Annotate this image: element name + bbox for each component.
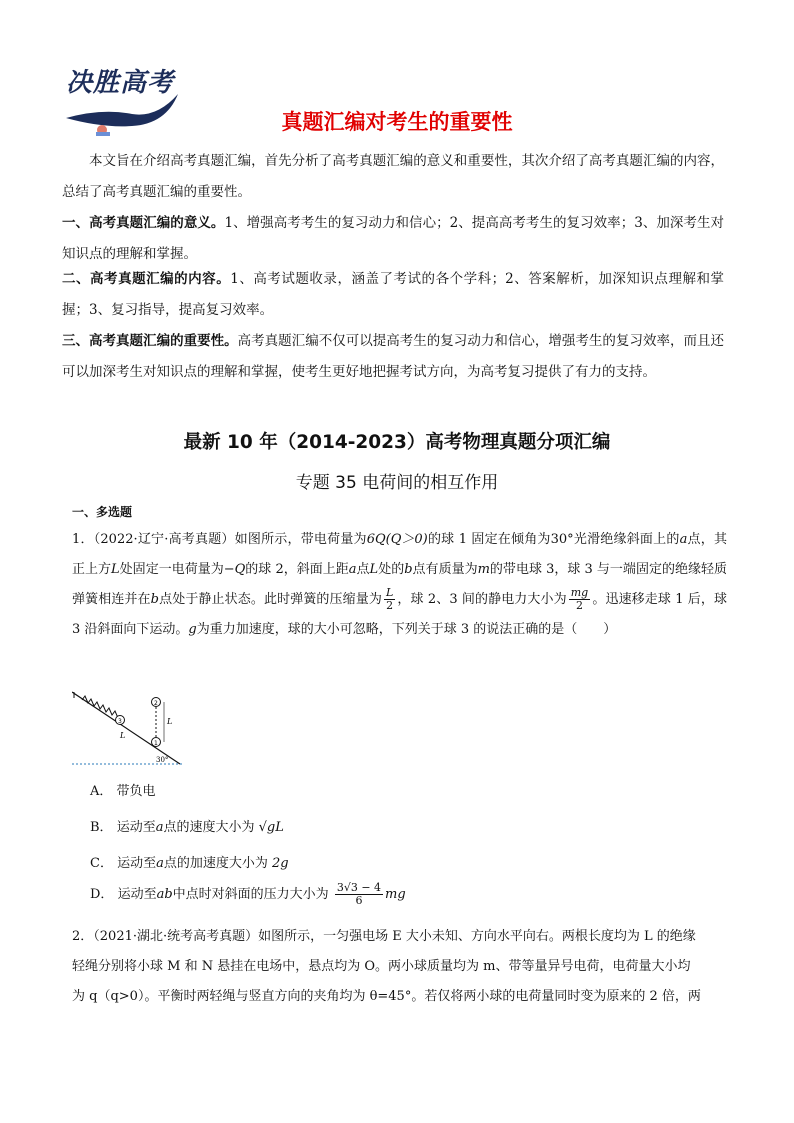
option-letter: D． — [90, 887, 114, 902]
fraction-denominator: 6 — [355, 894, 363, 907]
fraction — [335, 882, 383, 907]
q1-text: 点，其正上方 — [72, 532, 727, 577]
q1-text: 的球 2，斜面上距 — [245, 562, 349, 577]
ball-3-label: 3 — [118, 718, 122, 725]
point-3-text: 高考真题汇编不仅可以提高考生的复习动力和信心，增强考生的复习效率，而且还可以加深考生对知识点的理解和掌握，使考生更好地把握考试方向，为高考复习提供了有力的支持。 — [62, 333, 725, 380]
q1-text: 处固定一电荷量为 — [119, 562, 224, 577]
q1-var: L — [111, 562, 120, 577]
option-d[interactable] — [90, 882, 406, 907]
incline-figure — [72, 690, 192, 772]
document-title: 最新 10 年（2014-2023）高考物理真题分项汇编 — [183, 432, 611, 453]
option-math: √gL — [258, 820, 284, 835]
q1-text: 点处于静止状态。此时弹簧的压缩量为 — [159, 592, 382, 607]
q1-var: L — [369, 562, 379, 577]
fraction — [384, 587, 395, 612]
q1-text: 。迅速移走球 1 后，球 3 沿斜面向下运动。 — [72, 592, 727, 637]
q1-var: b — [404, 562, 413, 577]
document-subtitle: 专题 35 电荷间的相互作用 — [295, 473, 499, 493]
option-text: 点的加速度大小为 — [163, 856, 268, 871]
fraction-numerator: L — [385, 586, 394, 599]
fraction-denominator: 2 — [386, 599, 394, 612]
q2-line: 为 q（q>0）。平衡时两轻绳与竖直方向的夹角均为 θ=45°。若仅将两小球的电荷量同时变为原来的 2 倍，两 — [72, 989, 701, 1004]
fraction — [569, 587, 590, 612]
point-2-label: 二、高考真题汇编的内容。 — [62, 271, 231, 287]
fraction-numerator: 3√3 − 4 — [336, 881, 382, 894]
option-a[interactable] — [90, 780, 156, 799]
ball-2-label: 2 — [154, 700, 158, 707]
label-angle: 30° — [156, 756, 169, 764]
fraction-denominator: 2 — [575, 599, 583, 612]
option-math: 2g — [272, 856, 289, 871]
point-3 — [62, 326, 724, 388]
point-2-text: 1、高考试题收录，涵盖了考试的各个学科；2、答案解析，加深知识点理解和掌握；3、复习指导，提高复习效率。 — [62, 271, 724, 318]
section-heading: 一、多选题 — [72, 505, 133, 519]
option-c[interactable] — [90, 852, 289, 871]
option-var: a — [155, 820, 164, 835]
q1-var: −Q — [223, 562, 246, 577]
option-math: mg — [385, 887, 406, 902]
ball-1-label: 1 — [154, 740, 158, 747]
point-1-label: 一、高考真题汇编的意义。 — [62, 215, 225, 231]
label-L-slope: L — [120, 731, 126, 740]
q1-angle: 30° — [550, 532, 574, 547]
q2-line: 轻绳分别将小球 M 和 N 悬挂在电场中，悬点均为 O。两小球质量均为 m、带等量异号电荷，电荷量大小均 — [72, 959, 691, 974]
option-var: a — [156, 856, 164, 871]
option-text: 运动至 — [117, 856, 157, 871]
q1-text: 1．（2022·辽宁·高考真题）如图所示，带电荷量为 — [72, 532, 367, 547]
q2-line: 2．（2021·湖北·统考高考真题）如图所示，一匀强电场 E 大小未知、方向水平向右。两根长度均为 L 的绝缘 — [72, 929, 696, 944]
q1-text: 光滑绝缘斜面上的 — [573, 532, 680, 547]
option-b[interactable] — [90, 816, 284, 835]
option-text: 运动至 — [117, 887, 157, 902]
q1-var: b — [150, 592, 159, 607]
option-text: 运动至 — [116, 820, 156, 835]
fraction-numerator: mg — [570, 586, 589, 599]
question-2 — [72, 922, 727, 1012]
q1-var: g — [188, 622, 197, 637]
point-1-text: 1、增强高考考生的复习动力和信心；2、提高高考考生的复习效率；3、加深考生对知识点的理解和掌握。 — [62, 215, 724, 262]
q1-text: 点 — [356, 562, 370, 577]
option-text: 带负电 — [116, 784, 156, 799]
q1-text: ，球 2、3 间的静电力大小为 — [397, 592, 567, 607]
question-1 — [72, 525, 727, 645]
page-heading: 真题汇编对考生的重要性 — [281, 110, 513, 134]
point-2 — [62, 264, 724, 326]
q1-text: 的球 1 固定在倾角为 — [427, 532, 551, 547]
q1-text: 的带电球 3，球 3 与一端固定的绝缘轻质弹簧相连并在 — [72, 562, 727, 607]
point-3-label: 三、高考真题汇编的重要性。 — [62, 333, 238, 349]
option-letter: C． — [90, 856, 113, 871]
logo-text: 决胜高考 — [66, 68, 175, 98]
q1-text: 点有质量为 — [412, 562, 478, 577]
option-text: 中点时对斜面的压力大小为 — [172, 887, 329, 902]
label-L-vertical: L — [167, 717, 173, 726]
q1-var: m — [477, 562, 490, 577]
q1-var: a — [679, 532, 688, 547]
point-1 — [62, 208, 724, 270]
intro-paragraph: 本文旨在介绍高考真题汇编，首先分析了高考真题汇编的意义和重要性，其次介绍了高考真题汇编的内容，总结了高考真题汇编的重要性。 — [62, 153, 724, 200]
q1-charge: 6Q(Q＞0) — [366, 532, 428, 547]
q1-text: 处的 — [378, 562, 405, 577]
option-text: 点的速度大小为 — [163, 820, 255, 835]
q1-text: 为重力加速度，球的大小可忽略，下列关于球 3 的说法正确的是（ ） — [196, 622, 617, 637]
option-letter: B． — [90, 820, 113, 835]
option-letter: A． — [90, 784, 113, 799]
option-var: ab — [156, 887, 173, 902]
q1-var: a — [348, 562, 357, 577]
